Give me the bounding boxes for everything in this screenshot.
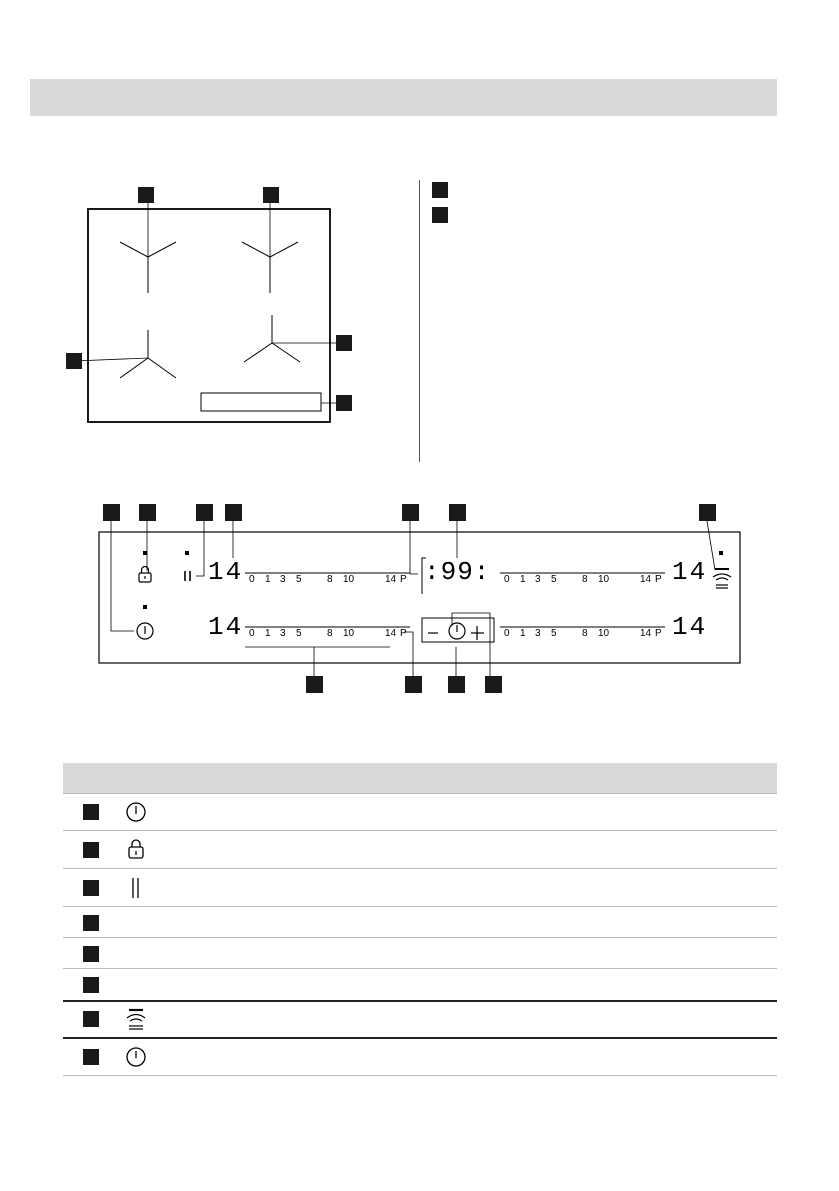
hob2hood-icon	[122, 1007, 150, 1031]
cooking-zone-bottom-right	[244, 315, 300, 362]
callout-marker	[263, 187, 279, 203]
table-divider	[63, 937, 777, 938]
panel-lock-icon	[139, 567, 151, 583]
scale-label: 10	[598, 628, 610, 639]
table-divider	[63, 1000, 777, 1002]
scale-label: 1	[265, 628, 271, 639]
scale-label: 5	[551, 628, 557, 639]
scale-label: P	[655, 574, 662, 585]
scale-label: P	[655, 628, 662, 639]
scale-label: 10	[598, 574, 610, 585]
panel-hob2hood-icon	[713, 569, 731, 588]
panel-power-icon	[137, 623, 153, 639]
callout-marker	[138, 187, 154, 203]
divider-line	[419, 180, 420, 462]
row-marker	[83, 880, 99, 896]
callout-marker	[336, 395, 352, 411]
scale-label: 1	[265, 574, 271, 585]
callout-marker	[66, 353, 82, 369]
row-marker	[83, 915, 99, 931]
scale-label: 8	[327, 574, 333, 585]
timer-display: :99:	[424, 557, 491, 587]
row-marker	[83, 946, 99, 962]
panel-pause-icon	[185, 571, 190, 581]
scale-label: 3	[280, 574, 286, 585]
power-level-display: 14	[672, 557, 708, 587]
scale-label: 0	[504, 574, 510, 585]
table-divider	[63, 793, 777, 794]
legend-marker	[432, 182, 448, 198]
row-marker	[83, 977, 99, 993]
scale-label: 10	[343, 628, 355, 639]
scale-label: 8	[582, 628, 588, 639]
scale-label: P	[400, 574, 407, 585]
panel-timer-controls	[428, 623, 484, 640]
scale-label: 3	[535, 574, 541, 585]
scale-label: 1	[520, 574, 526, 585]
legend-marker	[432, 207, 448, 223]
cooktop-outline	[88, 209, 330, 422]
table-divider	[63, 1075, 777, 1076]
row-marker	[83, 842, 99, 858]
diagram-leader-lines	[74, 196, 344, 403]
control-panel-diagram	[0, 496, 839, 696]
pause-icon	[122, 876, 150, 900]
power-icon	[122, 800, 150, 824]
power-level-display: 14	[672, 612, 708, 642]
scale-label: 0	[504, 628, 510, 639]
control-panel-outline	[201, 393, 321, 411]
row-marker	[83, 1049, 99, 1065]
table-divider	[63, 868, 777, 869]
row-marker	[83, 804, 99, 820]
cooking-zone-bottom-left	[120, 330, 176, 378]
scale-label: P	[400, 628, 407, 639]
scale-label: 1	[520, 628, 526, 639]
scale-label: 14	[385, 628, 397, 639]
table-divider	[63, 1037, 777, 1039]
power-level-display: 14	[208, 557, 244, 587]
scale-label: 8	[582, 574, 588, 585]
scale-label: 0	[249, 574, 255, 585]
scale-label: 10	[343, 574, 355, 585]
scale-label: 3	[280, 628, 286, 639]
scale-label: 8	[327, 628, 333, 639]
table-header	[63, 763, 777, 793]
table-divider	[63, 906, 777, 907]
scale-label: 0	[249, 628, 255, 639]
table-divider	[63, 968, 777, 969]
control-panel-frame	[99, 532, 740, 663]
scale-label: 14	[385, 574, 397, 585]
table-divider	[63, 830, 777, 831]
callout-marker	[336, 335, 352, 351]
power-level-display: 14	[208, 612, 244, 642]
scale-label: 14	[640, 574, 652, 585]
scale-label: 5	[296, 574, 302, 585]
scale-label: 3	[535, 628, 541, 639]
lock-icon	[122, 838, 150, 862]
row-marker	[83, 1011, 99, 1027]
scale-label: 14	[640, 628, 652, 639]
timer-icon	[122, 1045, 150, 1069]
scale-label: 5	[296, 628, 302, 639]
scale-label: 5	[551, 574, 557, 585]
